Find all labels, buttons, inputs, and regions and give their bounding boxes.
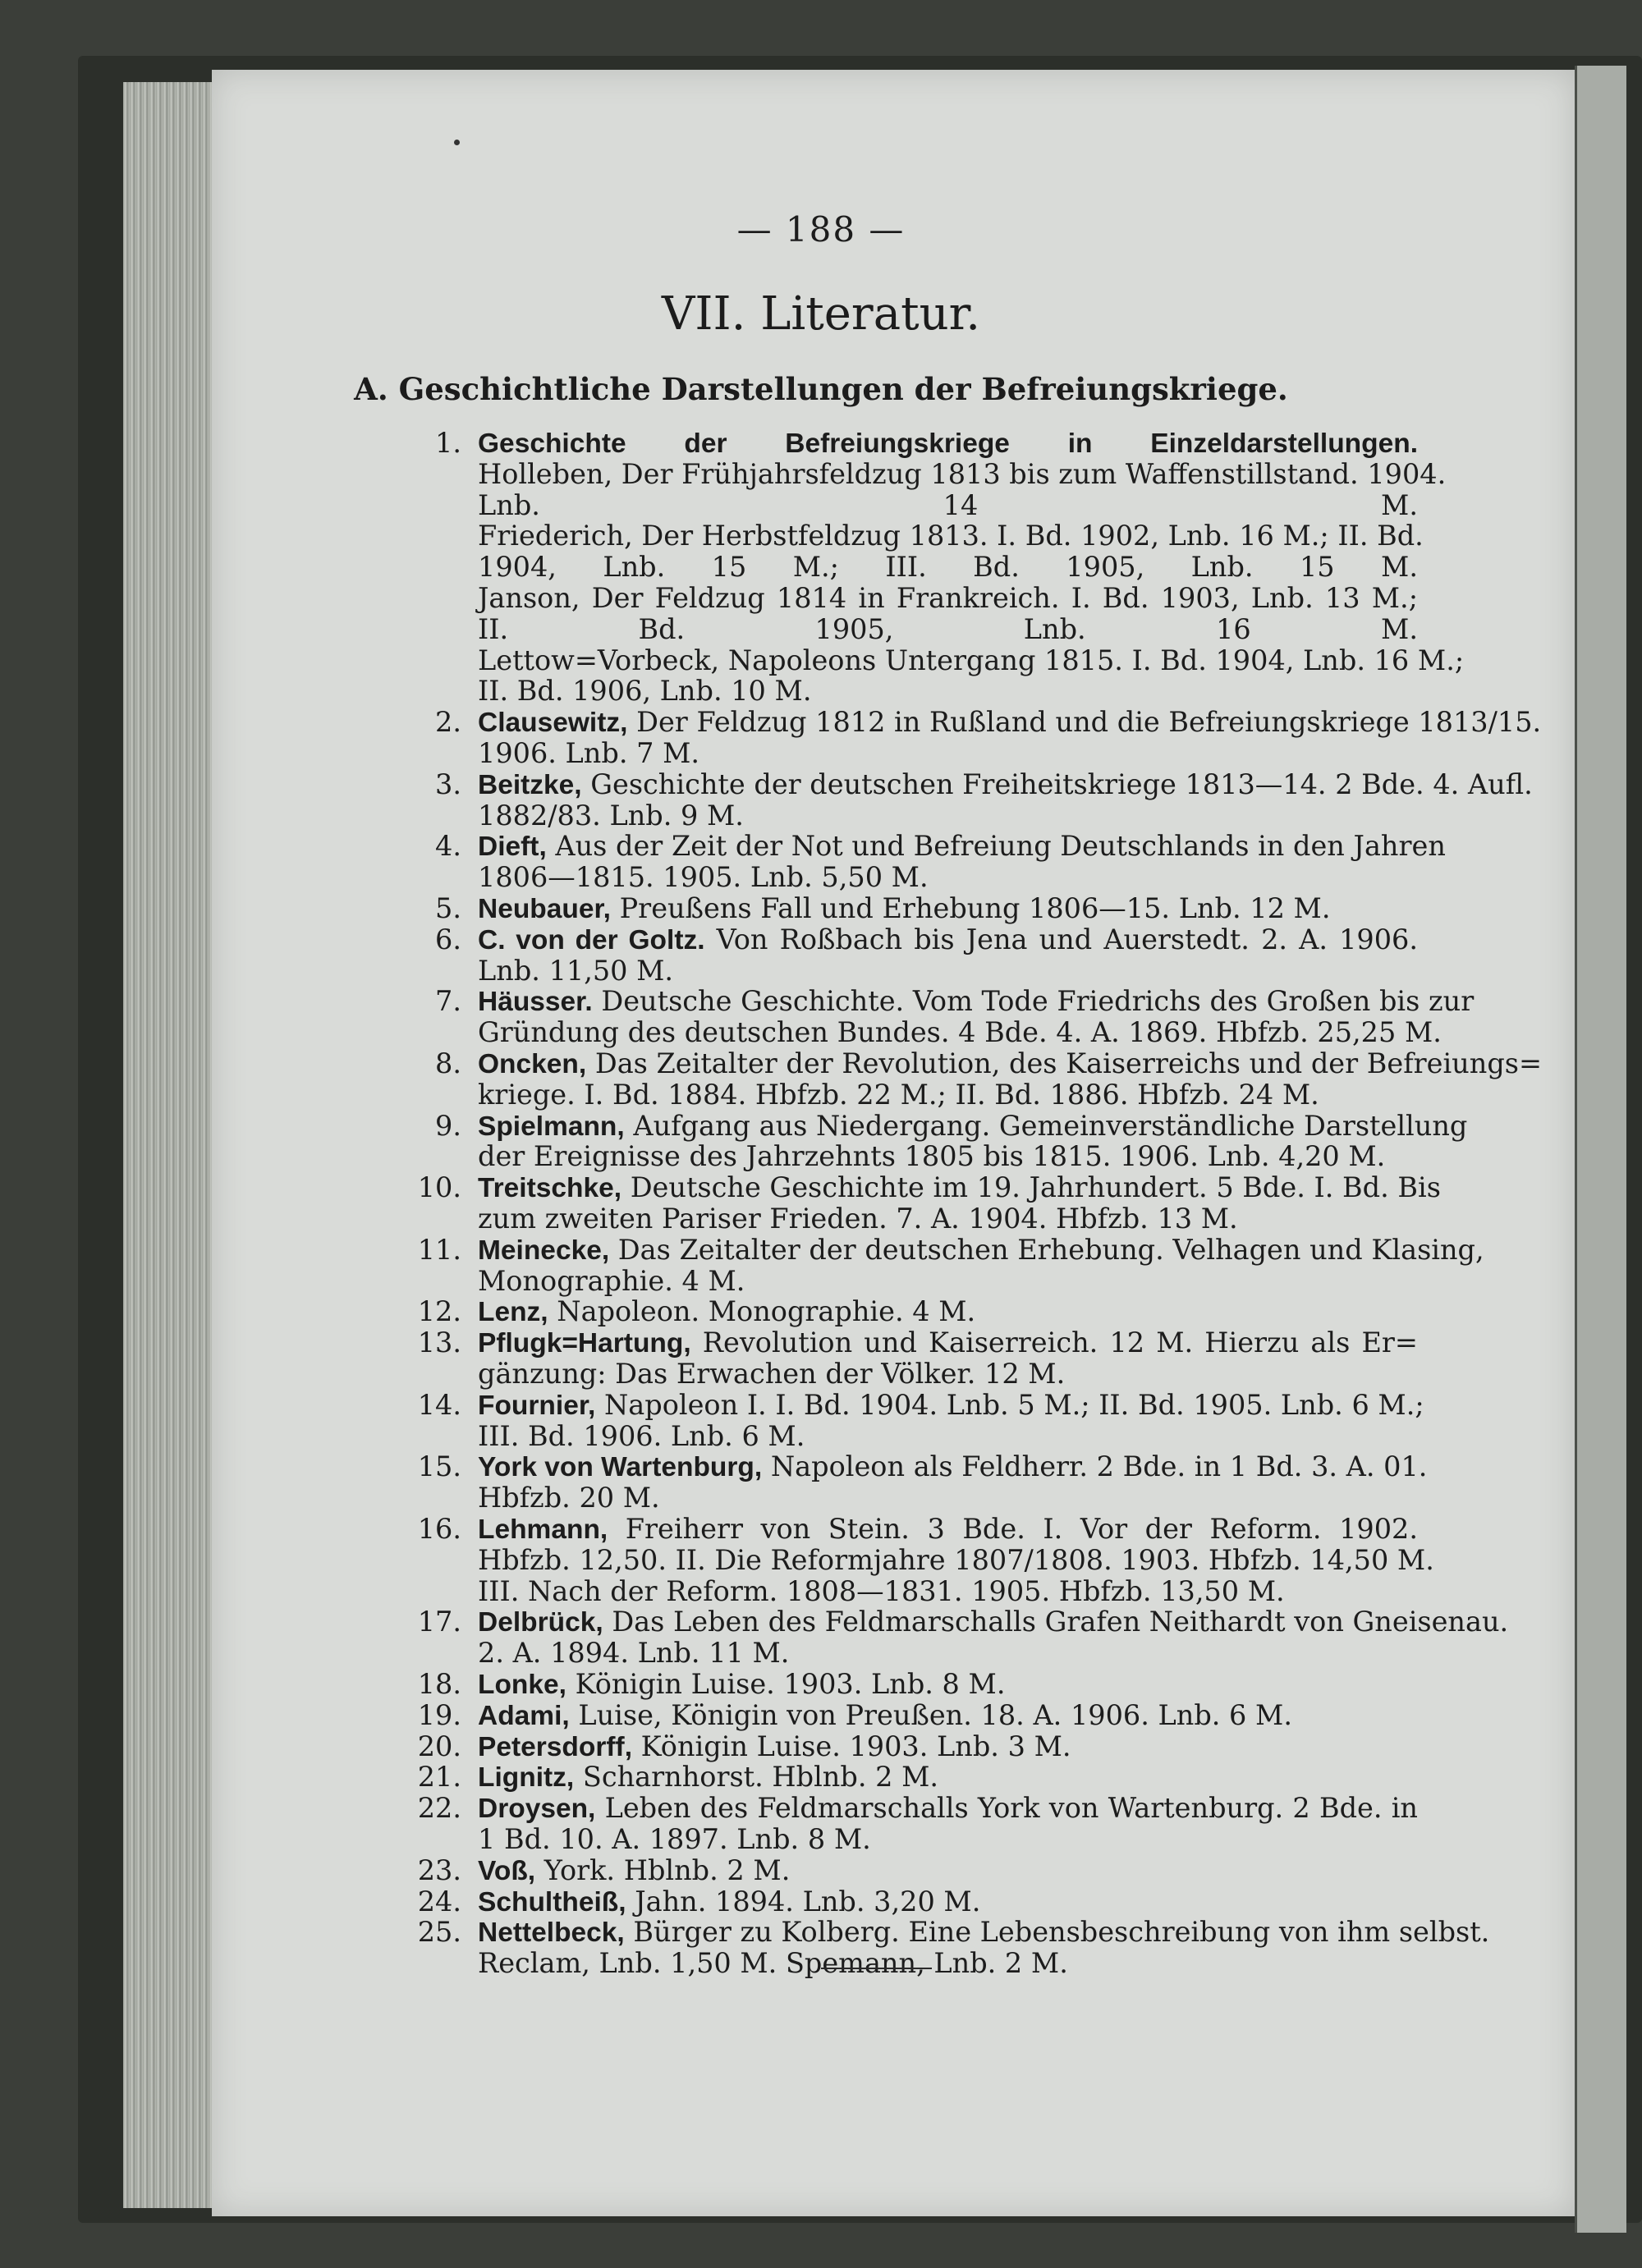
entry-number: 11. xyxy=(417,1233,461,1266)
entry-number: 12. xyxy=(417,1295,461,1328)
entry-text: Bürger zu Kolberg. Eine Lebensbeschreibung von ihm selbst. xyxy=(633,1916,1490,1949)
entry-line xyxy=(478,830,1446,864)
entry-line xyxy=(478,985,1475,1019)
entry-author: Pflugk=Hartung, xyxy=(478,1328,691,1359)
entry-number: 15. xyxy=(417,1450,461,1483)
entry-line xyxy=(478,1079,1418,1111)
entry-line xyxy=(478,582,1418,615)
entry-author: Schultheiß, xyxy=(478,1886,626,1917)
entry-author: Spielmann, xyxy=(478,1111,625,1142)
end-rule xyxy=(821,1968,932,1969)
entry-text: Napoleon I. I. Bd. 1904. Lnb. 5 M.; II. Bd. 1905. Lnb. 6 M.; xyxy=(603,1388,1424,1421)
entry-author: Petersdorff, xyxy=(478,1731,633,1762)
entry-line xyxy=(478,767,1533,802)
entry-author: Meinecke, xyxy=(478,1235,610,1266)
entry-number: 17. xyxy=(417,1606,461,1638)
entry-line xyxy=(478,1823,1418,1856)
entry-line xyxy=(478,1543,1434,1577)
entry-line xyxy=(478,892,1418,926)
entry-author: York von Wartenburg, xyxy=(478,1452,763,1483)
entry-line xyxy=(478,861,1418,894)
entry-number: 19. xyxy=(417,1698,461,1731)
entry-number: 14. xyxy=(417,1388,461,1421)
entry-line xyxy=(478,1233,1484,1267)
entry-text: Janson, Der Feldzug 1814 in Frankreich. I. Bd. 1903, Lnb. 13 M.; xyxy=(478,582,1418,614)
entry-text: Aufgang aus Niedergang. Gemeinverständliche Darstellung xyxy=(633,1109,1468,1142)
entry-line xyxy=(478,955,1418,987)
entry-author: Treitschke, xyxy=(478,1173,622,1204)
entry-line xyxy=(478,1388,1424,1423)
entry-text: 1904, Lnb. 15 M.; III. Bd. 1905, Lnb. 15 M. xyxy=(478,551,1418,584)
entry-line xyxy=(478,1140,1418,1173)
chapter-title: VII. Literatur. xyxy=(661,287,981,341)
entry-text: Hbfzb. 20 M. xyxy=(478,1482,660,1514)
entry-text: Der Feldzug 1812 in Rußland und die Befreiungskriege 1813/15. xyxy=(636,706,1542,739)
entry-author: Adami, xyxy=(478,1700,570,1731)
entry-line xyxy=(478,1358,1418,1391)
entry-text: Leben des Feldmarschalls York von Wartenburg. 2 Bde. in xyxy=(604,1792,1418,1825)
entry-author: Droysen, xyxy=(478,1794,596,1825)
entry-line xyxy=(478,706,1542,740)
entry-number: 9. xyxy=(435,1109,461,1142)
entry-line xyxy=(478,1761,1418,1794)
entry-number: 5. xyxy=(435,892,461,924)
entry-text: III. Nach der Reform. 1808—1831. 1905. Hbfzb. 13,50 M. xyxy=(478,1574,1285,1607)
entry-text: 1806—1815. 1905. Lnb. 5,50 M. xyxy=(478,861,929,894)
entry-text: Deutsche Geschichte im 19. Jahrhundert. 5 Bde. I. Bd. Bis xyxy=(630,1171,1441,1204)
entry-text: Monographie. 4 M. xyxy=(478,1264,745,1297)
entry-text: Luise, Königin von Preußen. 18. A. 1906. Lnb. 6 M. xyxy=(578,1698,1292,1731)
entry-line xyxy=(478,489,1418,522)
entry-text: gänzung: Das Erwachen der Völker. 12 M. xyxy=(478,1358,1066,1390)
entry-text: zum zweiten Pariser Frieden. 7. A. 1904. Hbfzb. 13 M. xyxy=(478,1203,1238,1235)
entry-line xyxy=(478,1699,1418,1733)
entry-text: Deutsche Geschichte. Vom Tode Friedrichs des Großen bis zur xyxy=(601,985,1475,1018)
entry-line xyxy=(478,457,1447,491)
entry-text: Jahn. 1894. Lnb. 3,20 M. xyxy=(635,1885,981,1917)
entry-text: Königin Luise. 1903. Lnb. 3 M. xyxy=(640,1730,1071,1762)
entry-line xyxy=(478,1171,1441,1205)
entry-line xyxy=(478,800,1418,832)
entry-author: Häusser. xyxy=(478,987,593,1018)
entry-line xyxy=(478,1916,1490,1950)
entry-line xyxy=(478,1482,1418,1514)
entry-text: Lnb. 14 M. xyxy=(478,488,1418,521)
entry-number: 3. xyxy=(435,767,461,800)
entry-number: 20. xyxy=(417,1730,461,1762)
entry-number: 18. xyxy=(417,1668,461,1700)
entry-text: kriege. I. Bd. 1884. Hbfzb. 22 M.; II. Bd. 1886. Hbfzb. 24 M. xyxy=(478,1078,1319,1111)
entry-line xyxy=(478,1016,1442,1049)
entry-text: 2. A. 1894. Lnb. 11 M. xyxy=(478,1637,790,1670)
entry-number: 2. xyxy=(435,706,461,739)
entry-line xyxy=(478,1730,1418,1764)
entry-line xyxy=(478,1947,1418,1980)
entry-text: Preußens Fall und Erhebung 1806—15. Lnb. 12 M. xyxy=(619,892,1331,924)
entry-text: Holleben, Der Frühjahrsfeldzug 1813 bis zum Waffenstillstand. 1904. xyxy=(478,457,1447,490)
entry-number: 10. xyxy=(417,1171,461,1204)
entry-author: Clausewitz, xyxy=(478,708,628,739)
entry-line xyxy=(478,737,1418,770)
entry-author: Lehmann, xyxy=(478,1514,608,1545)
entry-line xyxy=(478,1295,1418,1329)
entry-text: Königin Luise. 1903. Lnb. 8 M. xyxy=(575,1668,1006,1700)
entry-text: Hbfzb. 12,50. II. Die Reformjahre 1807/1808. 1903. Hbfzb. 14,50 M. xyxy=(478,1543,1434,1576)
entry-line xyxy=(478,1854,1418,1888)
entry-line xyxy=(478,1420,1418,1453)
entry-author: Lenz, xyxy=(478,1297,548,1328)
entry-text: Aus der Zeit der Not und Befreiung Deutschlands in den Jahren xyxy=(555,830,1446,863)
entry-line xyxy=(478,1637,1418,1670)
entry-text: Von Roßbach bis Jena und Auerstedt. 2. A. 1906. xyxy=(716,923,1418,955)
entry-text: Freiherr von Stein. 3 Bde. I. Vor der Reform. 1902. xyxy=(625,1513,1418,1545)
entry-author: C. von der Goltz. xyxy=(478,924,705,955)
entry-author: Dieft, xyxy=(478,832,547,863)
entry-number: 6. xyxy=(435,923,461,955)
entry-text: Scharnhorst. Hblnb. 2 M. xyxy=(582,1761,939,1794)
entry-author: Lonke, xyxy=(478,1670,566,1700)
entry-text: 1882/83. Lnb. 9 M. xyxy=(478,799,744,832)
entry-author: Nettelbeck, xyxy=(478,1917,625,1949)
entry-author: Oncken, xyxy=(478,1049,587,1079)
entry-author: Delbrück, xyxy=(478,1607,603,1638)
entry-line xyxy=(478,1885,1418,1919)
entry-number: 21. xyxy=(417,1761,461,1794)
entry-line xyxy=(478,675,1418,708)
entry-line xyxy=(478,923,1418,957)
entry-number: 8. xyxy=(435,1047,461,1079)
entry-text: der Ereignisse des Jahrzehnts 1805 bis 1815. 1906. Lnb. 4,20 M. xyxy=(478,1140,1386,1173)
entry-author: Beitzke, xyxy=(478,769,582,800)
entry-text: Napoleon als Feldherr. 2 Bde. in 1 Bd. 3. A. 01. xyxy=(770,1450,1428,1483)
entry-number: 1. xyxy=(435,427,461,459)
entry-text: III. Bd. 1906. Lnb. 6 M. xyxy=(478,1419,805,1452)
entry-text: Geschichte der deutschen Freiheitskriege 1813—14. 2 Bde. 4. Aufl. xyxy=(590,767,1533,800)
entry-line xyxy=(478,1047,1543,1081)
entry-line xyxy=(478,1668,1418,1702)
entry-text: Gründung des deutschen Bundes. 4 Bde. 4. A. 1869. Hbfzb. 25,25 M. xyxy=(478,1016,1442,1049)
entry-text: Lettow=Vorbeck, Napoleons Untergang 1815. I. Bd. 1904, Lnb. 16 M.; xyxy=(478,644,1465,676)
entry-line xyxy=(478,1203,1418,1235)
section-title: A. Geschichtliche Darstellungen der Befreiungskriege. xyxy=(354,371,1288,407)
entry-text: 1906. Lnb. 7 M. xyxy=(478,737,700,769)
entry-line xyxy=(478,427,1418,460)
entry-number: 7. xyxy=(435,985,461,1018)
entry-text: Friederich, Der Herbstfeldzug 1813. I. Bd. 1902, Lnb. 16 M.; II. Bd. xyxy=(478,520,1424,552)
entry-line xyxy=(478,613,1418,646)
entry-line xyxy=(478,520,1424,552)
entry-number: 13. xyxy=(417,1326,461,1359)
entry-line xyxy=(478,1513,1418,1546)
entry-text: Das Zeitalter der Revolution, des Kaiserreichs und der Befreiungs= xyxy=(594,1047,1543,1079)
entry-line xyxy=(478,551,1418,584)
entry-author: Fournier, xyxy=(478,1390,596,1421)
entry-number: 25. xyxy=(417,1916,461,1949)
entry-text: Revolution und Kaiserreich. 12 M. Hierzu als Er= xyxy=(702,1326,1418,1359)
entry-text: Das Zeitalter der deutschen Erhebung. Velhagen und Klasing, xyxy=(617,1233,1484,1266)
entry-line xyxy=(478,1606,1509,1639)
entry-text: Reclam, Lnb. 1,50 M. Spemann, Lnb. 2 M. xyxy=(478,1947,1068,1980)
entry-number: 23. xyxy=(417,1853,461,1886)
entry-text: Das Leben des Feldmarschalls Grafen Neithardt von Gneisenau. xyxy=(612,1606,1509,1638)
page-number: — 188 — xyxy=(736,209,906,250)
entry-line xyxy=(478,1575,1418,1608)
entry-line xyxy=(478,644,1465,677)
entry-text: York. Hblnb. 2 M. xyxy=(544,1853,791,1886)
entry-text: II. Bd. 1906, Lnb. 10 M. xyxy=(478,675,812,708)
entry-line xyxy=(478,1450,1428,1484)
entry-author: Neubauer, xyxy=(478,894,611,924)
entry-text: Napoleon. Monographie. 4 M. xyxy=(557,1295,976,1328)
entry-author: Voß, xyxy=(478,1855,536,1886)
entry-line xyxy=(478,1326,1418,1360)
entry-number: 16. xyxy=(417,1513,461,1545)
entry-number: 24. xyxy=(417,1885,461,1917)
entry-author: Lignitz, xyxy=(478,1762,575,1794)
entry-line xyxy=(478,1109,1468,1143)
entry-line xyxy=(478,1792,1418,1826)
entry-number: 4. xyxy=(435,830,461,863)
entry-text: II. Bd. 1905, Lnb. 16 M. xyxy=(478,612,1418,645)
entry-text: Lnb. 11,50 M. xyxy=(478,954,674,987)
entry-number: 22. xyxy=(417,1792,461,1825)
entry-line xyxy=(478,1265,1418,1298)
entry-author: Geschichte der Befreiungskriege in Einzeldarstellungen. xyxy=(478,428,1418,459)
entry-text: 1 Bd. 10. A. 1897. Lnb. 8 M. xyxy=(478,1823,871,1855)
